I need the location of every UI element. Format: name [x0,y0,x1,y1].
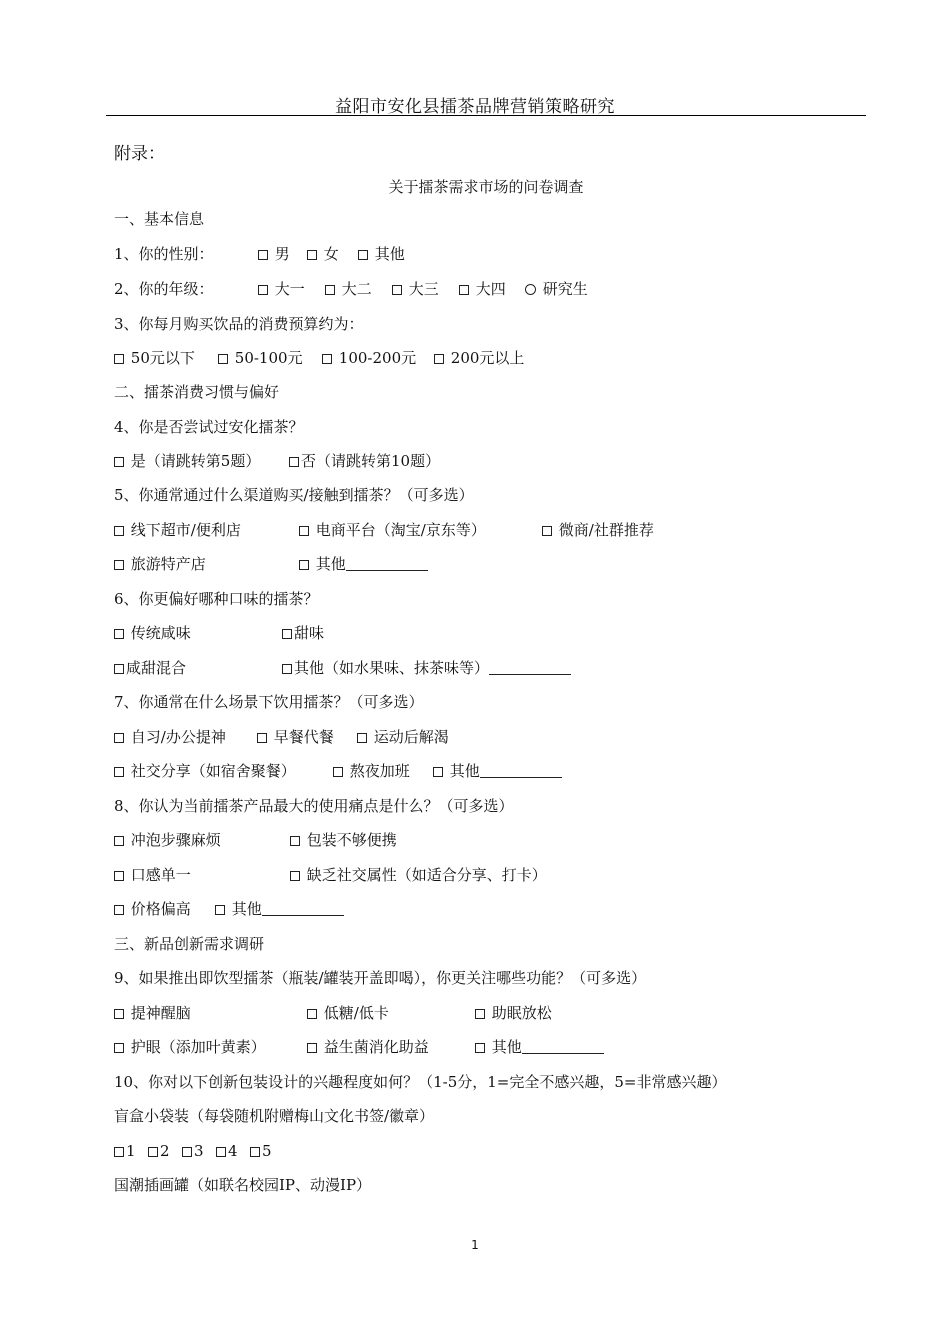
q3-option-1[interactable]: 50元以下 [114,349,195,367]
checkbox[interactable] [289,457,299,467]
checkbox[interactable] [307,250,317,260]
q5-option-2[interactable]: 电商平台（淘宝/京东等） [299,521,486,539]
q10-scale-2[interactable]: 2 [148,1142,170,1160]
q10-scale-5[interactable]: 5 [250,1142,272,1160]
q9-option-1[interactable]: 提神醒脑 [114,1004,191,1022]
checkbox[interactable] [216,1147,226,1157]
checkbox[interactable] [114,871,124,881]
q9-option-2[interactable]: 低糖/低卡 [307,1004,389,1022]
checkbox[interactable] [459,285,469,295]
fill-in-blank[interactable] [489,660,571,675]
q7-option-5[interactable]: 熬夜加班 [333,762,410,780]
checkbox[interactable] [392,285,402,295]
q10-item-guochao-can: 国潮插画罐（如联名校园IP、动漫IP） [114,1176,372,1194]
q2-option-year1[interactable]: 大一 [258,280,305,298]
checkbox[interactable] [433,767,443,777]
q1-option-male[interactable]: 男 [258,245,290,263]
checkbox[interactable] [114,767,124,777]
question-7: 7、你通常在什么场景下饮用擂茶？（可多选） [114,693,424,711]
checkbox[interactable] [114,1147,124,1157]
q7-option-3[interactable]: 运动后解渴 [357,728,449,746]
checkbox[interactable] [114,836,124,846]
checkbox[interactable] [114,905,124,915]
q9-option-4[interactable]: 护眼（添加叶黄素） [114,1038,266,1056]
q1-option-female[interactable]: 女 [307,245,339,263]
checkbox[interactable] [542,526,552,536]
q8-option-1[interactable]: 冲泡步骤麻烦 [114,831,221,849]
checkbox[interactable] [114,1009,124,1019]
appendix-label: 附录： [114,144,165,164]
checkbox[interactable] [258,285,268,295]
checkbox[interactable] [307,1043,317,1053]
checkbox[interactable] [282,629,292,639]
q5-option-other[interactable]: 其他 [299,555,428,573]
q10-item-blind-box: 盲盒小袋装（每袋随机附赠梅山文化书签/徽章） [114,1107,435,1125]
q10-scale-1[interactable]: 1 [114,1142,136,1160]
checkbox[interactable] [114,664,124,674]
checkbox[interactable] [282,664,292,674]
checkbox[interactable] [114,457,124,467]
fill-in-blank[interactable] [522,1039,604,1054]
q6-option-other[interactable]: 其他（如水果味、抹茶味等） [282,659,571,677]
question-1: 1、你的性别： [114,245,214,263]
checkbox[interactable] [475,1009,485,1019]
q9-option-other[interactable]: 其他 [475,1038,604,1056]
q3-option-4[interactable]: 200元以上 [434,349,524,367]
checkbox[interactable] [114,733,124,743]
q9-option-5[interactable]: 益生菌消化助益 [307,1038,429,1056]
section-basic-info: 一、基本信息 [114,210,205,228]
checkbox[interactable] [434,354,444,364]
checkbox[interactable] [475,1043,485,1053]
q7-option-other[interactable]: 其他 [433,762,562,780]
checkbox[interactable] [182,1147,192,1157]
checkbox[interactable] [299,526,309,536]
question-10: 10、你对以下创新包装设计的兴趣程度如何？（1-5分，1=完全不感兴趣，5=非常感兴趣） [114,1073,727,1091]
q2-option-year4[interactable]: 大四 [459,280,506,298]
checkbox[interactable] [258,250,268,260]
question-5: 5、你通常通过什么渠道购买/接触到擂茶？（可多选） [114,486,474,504]
header-title: 益阳市安化县擂茶品牌营销策略研究 [335,97,615,117]
section-habits: 二、擂茶消费习惯与偏好 [114,383,280,401]
checkbox[interactable] [215,905,225,915]
radio-circle[interactable] [525,284,536,295]
q5-option-3[interactable]: 微商/社群推荐 [542,521,654,539]
q2-option-year2[interactable]: 大二 [325,280,372,298]
questionnaire-title: 关于擂茶需求市场的问卷调查 [388,178,584,196]
checkbox[interactable] [114,560,124,570]
question-3: 3、你每月购买饮品的消费预算约为： [114,315,364,333]
question-6: 6、你更偏好哪种口味的擂茶？ [114,590,319,608]
q9-option-3[interactable]: 助眠放松 [475,1004,552,1022]
checkbox[interactable] [114,526,124,536]
checkbox[interactable] [114,629,124,639]
q8-option-other[interactable]: 其他 [215,900,344,918]
checkbox[interactable] [114,354,124,364]
checkbox[interactable] [250,1147,260,1157]
q8-option-2[interactable]: 包装不够便携 [290,831,397,849]
fill-in-blank[interactable] [262,901,344,916]
checkbox[interactable] [114,1043,124,1053]
q2-option-year3[interactable]: 大三 [392,280,439,298]
checkbox[interactable] [218,354,228,364]
q4-option-no[interactable]: 否（请跳转第10题） [289,452,440,470]
q6-option-1[interactable]: 传统咸味 [114,624,191,642]
checkbox[interactable] [325,285,335,295]
question-9: 9、如果推出即饮型擂茶（瓶装/罐装开盖即喝），你更关注哪些功能？（可多选） [114,969,647,987]
q7-option-2[interactable]: 早餐代餐 [257,728,334,746]
q5-option-1[interactable]: 线下超市/便利店 [114,521,241,539]
checkbox[interactable] [357,733,367,743]
q8-option-5[interactable]: 价格偏高 [114,900,191,918]
q3-option-3[interactable]: 100-200元 [322,349,416,367]
section-innovation: 三、新品创新需求调研 [114,935,265,953]
q2-option-graduate[interactable]: 研究生 [525,280,588,298]
q8-option-4[interactable]: 缺乏社交属性（如适合分享、打卡） [290,866,547,884]
q8-option-3[interactable]: 口感单一 [114,866,191,884]
q6-option-3[interactable]: 咸甜混合 [114,659,186,677]
q10-scale-4[interactable]: 4 [216,1142,238,1160]
q3-option-2[interactable]: 50-100元 [218,349,303,367]
checkbox[interactable] [257,733,267,743]
checkbox[interactable] [322,354,332,364]
q5-option-4[interactable]: 旅游特产店 [114,555,206,573]
page-number: 1 [471,1238,479,1252]
checkbox[interactable] [307,1009,317,1019]
q7-option-1[interactable]: 自习/办公提神 [114,728,226,746]
header-rule [106,115,866,116]
q1-option-other[interactable]: 其他 [358,245,405,263]
q10-scale-3[interactable]: 3 [182,1142,204,1160]
question-2: 2、你的年级： [114,280,214,298]
fill-in-blank[interactable] [480,763,562,778]
fill-in-blank[interactable] [346,556,428,571]
checkbox[interactable] [299,560,309,570]
checkbox[interactable] [290,836,300,846]
checkbox[interactable] [148,1147,158,1157]
checkbox[interactable] [358,250,368,260]
q6-option-2[interactable]: 甜味 [282,624,324,642]
checkbox[interactable] [333,767,343,777]
question-8: 8、你认为当前擂茶产品最大的使用痛点是什么？（可多选） [114,797,514,815]
q7-option-4[interactable]: 社交分享（如宿舍聚餐） [114,762,296,780]
question-4: 4、你是否尝试过安化擂茶？ [114,418,304,436]
checkbox[interactable] [290,871,300,881]
q4-option-yes[interactable]: 是（请跳转第5题） [114,452,260,470]
